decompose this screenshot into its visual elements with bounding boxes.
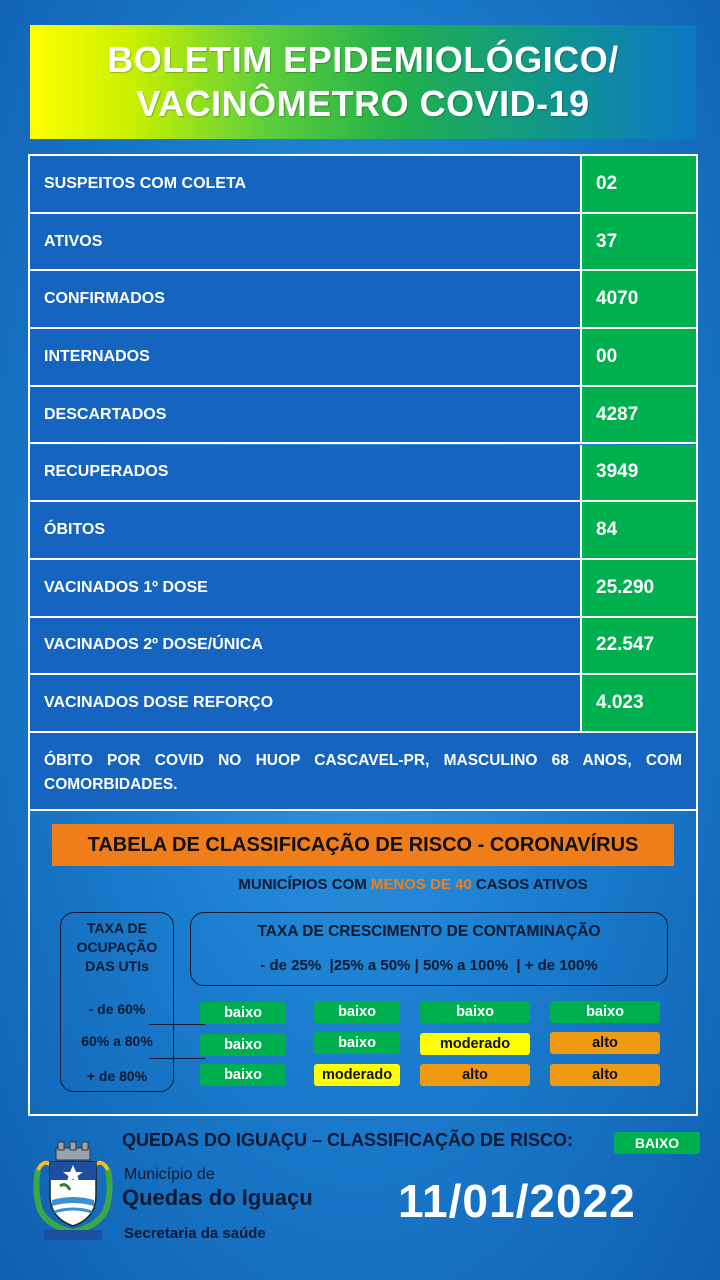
risk-cell: moderado — [420, 1033, 530, 1055]
risk-cell: baixo — [420, 1001, 530, 1023]
uti-title-line1: TAXA DE — [87, 920, 147, 936]
growth-rate-box — [190, 912, 668, 986]
stat-value: 4070 — [580, 271, 696, 327]
stat-value: 84 — [580, 502, 696, 558]
stat-label: SUSPEITOS COM COLETA — [44, 174, 247, 192]
stat-label: CONFIRMADOS — [44, 290, 165, 308]
uti-occupancy-box — [60, 912, 174, 1092]
stat-value: 22.547 — [580, 618, 696, 674]
municipal-coat-of-arms-icon — [30, 1140, 116, 1248]
stat-label: ÓBITOS — [44, 521, 106, 539]
stat-row-ativos — [30, 214, 696, 272]
stat-row-vacinados-reforco — [30, 675, 696, 733]
growth-title: TAXA DE CRESCIMENTO DE CONTAMINAÇÃO — [257, 923, 601, 940]
uti-divider — [149, 1024, 205, 1025]
death-note: ÓBITO POR COVID NO HUOP CASCAVEL-PR, MASCULINO 68 ANOS, COM COMORBIDADES. — [30, 733, 696, 811]
risk-cell: baixo — [314, 1001, 400, 1023]
uti-divider — [149, 1058, 205, 1059]
risk-classification-badge: BAIXO — [614, 1132, 700, 1154]
risk-cell: baixo — [200, 1034, 286, 1056]
secretaria-label: Secretaria da saúde — [124, 1225, 266, 1242]
risk-cell: alto — [550, 1032, 660, 1054]
uti-row-2: 60% a 80% — [81, 1033, 153, 1049]
stat-value: 4287 — [580, 387, 696, 443]
growth-columns: - de 25% |25% a 50% | 50% a 100% | + de 100% — [260, 957, 598, 974]
stat-row-internados — [30, 329, 696, 387]
stat-label: VACINADOS DOSE REFORÇO — [44, 694, 274, 712]
stat-value: 00 — [580, 329, 696, 385]
municipio-name: Quedas do Iguaçu — [122, 1185, 313, 1210]
stat-value: 37 — [580, 214, 696, 270]
stat-row-vacinados-2-dose — [30, 618, 696, 676]
stats-panel — [28, 154, 698, 1116]
stat-label: VACINADOS 2º DOSE/ÚNICA — [44, 636, 263, 654]
bulletin-header — [30, 25, 696, 139]
uti-row-3: + de 80% — [86, 1068, 148, 1084]
header-title-line2: VACINÔMETRO COVID-19 — [136, 83, 590, 124]
stat-label: ATIVOS — [44, 232, 103, 250]
risk-cell: baixo — [550, 1001, 660, 1023]
stat-row-suspeitos — [30, 156, 696, 214]
stat-label: RECUPERADOS — [44, 463, 169, 481]
subtitle-post: CASOS ATIVOS — [471, 876, 588, 893]
subtitle-pre: MUNICÍPIOS COM — [238, 876, 371, 893]
risk-cell: alto — [550, 1064, 660, 1086]
stat-label: VACINADOS 1º DOSE — [44, 578, 208, 596]
risk-cell: moderado — [314, 1064, 400, 1086]
risk-classification-label: QUEDAS DO IGUAÇU – CLASSIFICAÇÃO DE RISCO: — [122, 1130, 574, 1150]
risk-cell: baixo — [200, 1002, 286, 1024]
stat-value: 3949 — [580, 445, 696, 501]
stat-label: INTERNADOS — [44, 347, 150, 365]
risk-cell: alto — [420, 1064, 530, 1086]
uti-row-1: - de 60% — [88, 1001, 146, 1017]
uti-title — [61, 919, 173, 976]
risk-table-subtitle — [30, 876, 696, 893]
stat-row-confirmados — [30, 271, 696, 329]
stat-row-obitos — [30, 502, 696, 560]
uti-title-line2: OCUPAÇÃO — [76, 939, 158, 955]
stat-row-vacinados-1-dose — [30, 560, 696, 618]
municipio-label: Município de — [124, 1166, 215, 1183]
stat-row-descartados — [30, 387, 696, 445]
stat-value: 25.290 — [580, 560, 696, 616]
risk-table-title: TABELA DE CLASSIFICAÇÃO DE RISCO - CORONAVÍRUS — [52, 824, 674, 866]
uti-title-line3: DAS UTIs — [85, 958, 149, 974]
stat-label: DESCARTADOS — [44, 405, 167, 423]
header-title-line1: BOLETIM EPIDEMIOLÓGICO/ — [107, 39, 619, 80]
stat-value: 4.023 — [580, 675, 696, 731]
risk-cell: baixo — [314, 1032, 400, 1054]
stat-value: 02 — [580, 156, 696, 212]
subtitle-highlight: MENOS DE 40 — [370, 876, 472, 893]
risk-cell: baixo — [200, 1064, 286, 1086]
stat-row-recuperados — [30, 445, 696, 503]
bulletin-date: 11/01/2022 — [398, 1175, 636, 1227]
